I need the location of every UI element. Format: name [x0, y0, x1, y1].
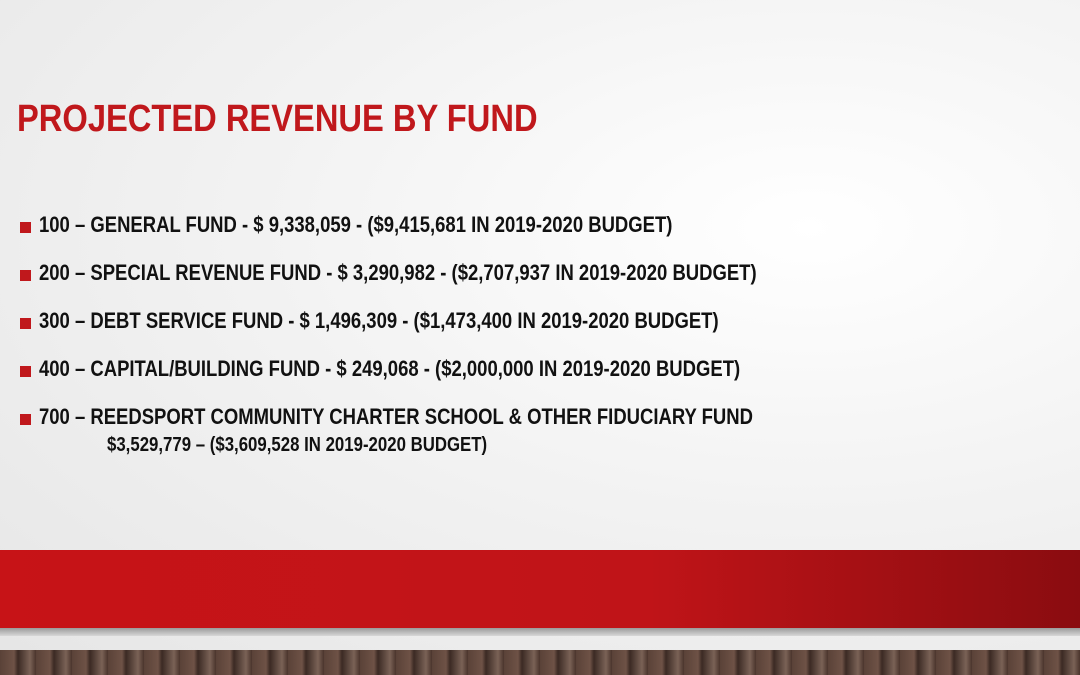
list-item-text: 200 – SPECIAL REVENUE FUND - $ 3,290,982 - ($2,707,937 IN 2019-2020 BUDGET) — [39, 260, 757, 285]
list-item-general-fund — [20, 212, 1060, 260]
bullet-list — [20, 212, 1060, 456]
square-bullet-icon — [20, 318, 31, 329]
list-item-subtext: $3,529,779 – ($3,609,528 IN 2019-2020 BUDGET) — [107, 434, 488, 456]
slide-title: PROJECTED REVENUE BY FUND — [17, 98, 538, 140]
square-bullet-icon — [20, 414, 31, 425]
list-item-text: 100 – GENERAL FUND - $ 9,338,059 - ($9,415,681 IN 2019-2020 BUDGET) — [39, 212, 673, 237]
list-item-text: 300 – DEBT SERVICE FUND - $ 1,496,309 - ($1,473,400 IN 2019-2020 BUDGET) — [39, 308, 719, 333]
list-item-text: 400 – CAPITAL/BUILDING FUND - $ 249,068 - ($2,000,000 IN 2019-2020 BUDGET) — [39, 356, 741, 381]
footer-band-shadow — [0, 628, 1080, 636]
list-item-text: 700 – REEDSPORT COMMUNITY CHARTER SCHOOL & OTHER FIDUCIARY FUND — [39, 404, 753, 429]
list-item-debt-service-fund — [20, 308, 1060, 356]
list-item-special-revenue-fund — [20, 260, 1060, 308]
brick-texture-strip — [0, 650, 1080, 675]
list-item-fiduciary-fund — [20, 404, 1060, 456]
square-bullet-icon — [20, 222, 31, 233]
list-item-capital-building-fund — [20, 356, 1060, 404]
square-bullet-icon — [20, 366, 31, 377]
square-bullet-icon — [20, 270, 31, 281]
red-footer-band — [0, 550, 1080, 628]
